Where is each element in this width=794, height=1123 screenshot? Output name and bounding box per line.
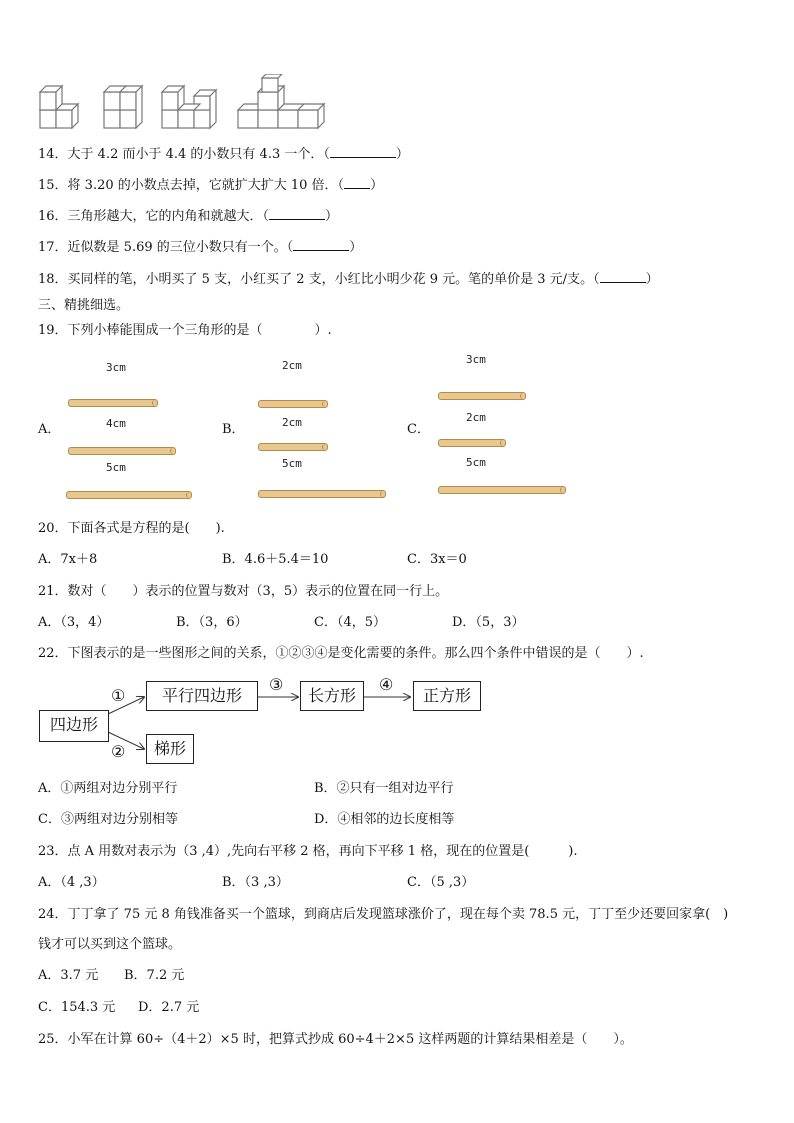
question-14: 14．大于 4.2 而小于 4.4 的小数只有 4.3 一个．（ ）: [38, 147, 409, 162]
option-b[interactable]: B．②只有一组对边平行: [314, 781, 454, 796]
condition-2-mark: ②: [111, 742, 126, 761]
question-18: 18．买同样的笔，小明买了 5 支，小红买了 2 支，小红比小明少花 9 元。笔的单价是 3 元/支。（ ）: [38, 272, 659, 287]
question-19: 19．下列小棒能围成一个三角形的是（ ）.: [38, 323, 332, 338]
option-c[interactable]: C．③两组对边分别相等: [38, 812, 178, 827]
option-b[interactable]: B．4.6＋5.4＝10: [222, 552, 329, 567]
box-trapezoid: 梯形: [146, 734, 194, 764]
condition-4-mark: ④: [379, 675, 394, 694]
option-b[interactable]: B．（3，6）: [176, 615, 248, 630]
stick-label: 5cm: [106, 461, 126, 474]
question-22: 22．下图表示的是一些图形之间的关系，①②③④是变化需要的条件。那么四个条件中错误的是（ ）.: [38, 646, 644, 661]
box-square: 正方形: [413, 681, 481, 711]
section-heading: 三、精挑细选。: [38, 298, 130, 313]
option-c[interactable]: C．（5 ,3）: [407, 875, 475, 890]
option-b[interactable]: B．: [222, 422, 245, 437]
answer-blank[interactable]: [269, 207, 325, 220]
stick: [258, 443, 328, 451]
option-b[interactable]: B．（3 ,3）: [222, 875, 289, 890]
option-a[interactable]: A．3.7 元: [38, 968, 99, 983]
stick-label: 2cm: [282, 416, 302, 429]
answer-blank[interactable]: [600, 270, 646, 283]
stick-label: 3cm: [466, 353, 486, 366]
condition-1-mark: ①: [111, 686, 126, 705]
question-15: 15．将 3.20 的小数点去掉，它就扩大扩大 10 倍．（ ）: [38, 178, 384, 193]
option-c[interactable]: C．: [407, 422, 430, 437]
stick: [68, 447, 176, 455]
question-23: 23．点 A 用数对表示为（3 ,4）,先向右平移 2 格，再向下平移 1 格，现在的位置是( ).: [38, 844, 578, 859]
stick: [438, 439, 506, 447]
question-25: 25．小军在计算 60÷（4＋2）×5 时，把算式抄成 60÷4＋2×5 这样两题的计算结果相差是（ ）。: [38, 1032, 633, 1047]
question-20: 20．下面各式是方程的是( ).: [38, 521, 225, 536]
option-c[interactable]: C．（4，5）: [314, 615, 386, 630]
box-quadrilateral: 四边形: [39, 710, 109, 742]
stick: [438, 486, 566, 494]
answer-blank[interactable]: [293, 238, 349, 251]
option-d[interactable]: D．（5，3）: [452, 615, 525, 630]
stick-label: 4cm: [106, 417, 126, 430]
stick-label: 2cm: [282, 359, 302, 372]
stick-label: 2cm: [466, 411, 486, 424]
option-c[interactable]: C．154.3 元: [38, 1000, 116, 1015]
stick-label: 3cm: [106, 361, 126, 374]
question-16: 16．三角形越大，它的内角和就越大．（ ）: [38, 209, 339, 224]
condition-3-mark: ③: [269, 675, 284, 694]
cube-figures: [36, 74, 336, 134]
option-a[interactable]: A．7x＋8: [38, 552, 98, 567]
option-c[interactable]: C．3x＝0: [407, 552, 467, 567]
answer-blank[interactable]: [344, 176, 370, 189]
box-rectangle: 长方形: [300, 681, 364, 711]
option-a[interactable]: A．（3，4）: [38, 615, 110, 630]
option-a[interactable]: A．①两组对边分别平行: [38, 781, 178, 796]
answer-blank[interactable]: [330, 145, 396, 158]
question-17: 17．近似数是 5.69 的三位小数只有一个。（ ）: [38, 240, 363, 255]
stick: [258, 490, 386, 498]
option-d[interactable]: D．④相邻的边长度相等: [314, 812, 455, 827]
question-21: 21．数对（ ）表示的位置与数对（3，5）表示的位置在同一行上。: [38, 584, 449, 599]
stick: [258, 400, 328, 408]
option-b[interactable]: B．7.2 元: [124, 968, 185, 983]
question-24: 24．丁丁拿了 75 元 8 角钱准备买一个篮球，到商店后发现篮球涨价了，现在每个卖 78.5 元，丁丁至少还要回家拿( ): [38, 907, 729, 922]
box-parallelogram: 平行四边形: [146, 681, 258, 711]
stick: [438, 392, 526, 400]
option-a[interactable]: A．（4 ,3）: [38, 875, 105, 890]
stick: [66, 491, 192, 499]
stick-label: 5cm: [282, 457, 302, 470]
question-24-cont: 钱才可以买到这个篮球。: [38, 937, 182, 952]
stick-label: 5cm: [466, 456, 486, 469]
option-a[interactable]: A．: [38, 422, 61, 437]
option-d[interactable]: D．2.7 元: [138, 1000, 200, 1015]
stick: [68, 399, 158, 407]
